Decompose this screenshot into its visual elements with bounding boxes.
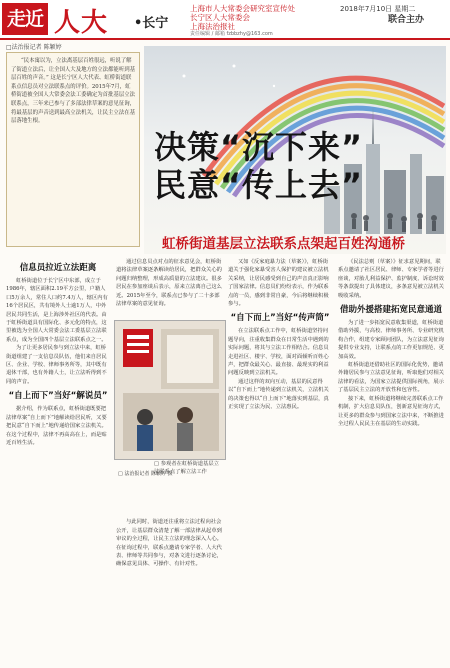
body-paragraph: 为了进一步拓宽民意收集渠道，虹桥街道借助外援，与高校、律师事务所、专业研究机构合作，组建专家顾问团队，为立法意见征询提供专业支持，让联系点的工作更加规范、更加高效。 bbox=[338, 320, 444, 360]
section-heading: “自下而上”当好“传声筒” bbox=[230, 313, 330, 324]
headline-line: 民意“传上去” bbox=[154, 166, 364, 204]
body-paragraph: 《民法总则（草案）》征求意见期间，联系点邀请了社区居民、律师、专家学者等进行座谈，对胎儿利益保护、监护制度、诉讼时效等条款提出了具体建议，多条意见被立法机关吸收采纳。 bbox=[338, 259, 444, 299]
organizer-line: 长宁区人大常委会 bbox=[190, 13, 250, 22]
section-heading: 信息员拉近立法距离 bbox=[19, 263, 97, 273]
joint-hosting: 联合主办 bbox=[388, 15, 425, 25]
photo-illustration bbox=[115, 321, 225, 459]
hero-headline bbox=[154, 128, 363, 204]
section-heading: “自上而下”当好“解说员” bbox=[8, 391, 108, 402]
organizer-line: 上海法治报社 bbox=[190, 22, 235, 31]
body-paragraph: 接下来，虹桥街道将继续完善联系点工作机制，扩大信息员队伍，创新意见征询方式，让更多的群众参与到国家立法中来，不断推进全过程人民民主在基层的生动实践。 bbox=[338, 395, 444, 427]
body-paragraph: 虹桥街道位于长宁区中东部，成立于1986年，辖区面积2.19平方公里，户籍人口5万余人，常住人口约7.4万人，辖区内有16个居民区，共有境外人士逾1万人，中外居民共同生活，是上海涉外社区的代表。由于虹桥街道具有国际化、多元化的特点，这里被选为全国人大常委会法工委基层立法联系点，成为全国四个基层立法联系点之一。 bbox=[6, 278, 108, 343]
masthead-badge: 走近 bbox=[2, 3, 48, 35]
column-3 bbox=[228, 258, 332, 664]
body-paragraph: 通过信息员点对点的征求意见会，虹桥街道将法律草案逐条解读给居民，把群众关心的问题归纳整理，形成高质量的立法建议。很多居民在参加座谈后表示，原来立法离自己这么近。2015年至今，联系点已参与了二十多部法律草案的意见征询。 bbox=[116, 259, 222, 308]
body-paragraph: 又如《反家庭暴力法（草案）》，虹桥街道关于强化家暴受害人保护的建议被立法机关采纳，让居民感受到自己的声音真正影响了国家法律。信息员们纷纷表示，作为联系点的一员，感到非常自豪，今后将继续积极参与。 bbox=[228, 259, 329, 308]
body-paragraph: 在立法联系点工作中，虹桥街道坚持问题导向，注重收集群众在日常生活中遇到的实际问题，将其与立法工作相结合。信息员走进社区、楼宇、学校，面对面倾听百姓心声，把群众最关心、最直接、最现实的利益问题反映到立法机关。 bbox=[228, 328, 329, 377]
masthead-city: •长宁 bbox=[134, 16, 169, 31]
masthead-organizers bbox=[190, 4, 295, 31]
column-1 bbox=[6, 258, 110, 664]
masthead-title: 人大 bbox=[54, 8, 109, 38]
body-paragraph: 通过这样的双向互动，基层的民意得以“自下而上”地传递到立法机关，立法机关的决策也得以“自上而下”地落实到基层，真正实现了立法为民、立法惠民。 bbox=[228, 378, 329, 411]
body-paragraph: 为了让更多居民参与到立法中来，虹桥街道组建了一支信息员队伍，他们来自居民区、企业、学校、律师事务所等，其中既有退休干部，也有外籍人士，让立法听得到不同的声音。 bbox=[6, 345, 107, 385]
masthead bbox=[0, 0, 450, 40]
body-paragraph: 虹桥街道还借助社区的国际化优势，邀请外籍居民参与立法意见征询，听取他们对相关法律的看法，为国家立法提供国际视角，展示了基层民主立法的开放性和包容性。 bbox=[338, 362, 444, 394]
hero-banner bbox=[144, 46, 446, 254]
column-4 bbox=[338, 258, 444, 664]
body-paragraph: 据介绍，作为联系点，虹桥街道既要把法律草案“自上而下”地解读给居民听，又要把民意“自下而上”地传递给国家立法机关。在这个过程中，法律不再高高在上，而是贴近百姓生活。 bbox=[6, 406, 107, 446]
headline-line: 决策“沉下来” bbox=[154, 128, 364, 166]
editor-contact: 责任编辑 / 邮箱 fzbbzhy@163.com bbox=[190, 31, 273, 37]
body-paragraph: 与此同时，街道还注重将立法过程向社会公开，让基层群众清楚了解一部法律从起草到审议的全过程，让民主立法的理念深入人心。在征询过程中，联系点邀请专家学者、人大代表、律师等共同参与，对条文进行逐条讨论，确保意见具体、可操作、有针对性。 bbox=[116, 519, 222, 568]
hero-subheadline: 虹桥街道基层立法联系点架起百姓沟通桥 bbox=[162, 236, 405, 252]
byline: □法治报记者 陈颖婷 bbox=[6, 44, 62, 51]
intro-box bbox=[6, 52, 140, 247]
section-heading: 借助外援搭建拓宽民意通道 bbox=[339, 305, 442, 316]
issue-date: 2018年7月10日 星期二 bbox=[340, 5, 416, 13]
organizer-line: 上海市人大常委会研究室宣传处 bbox=[190, 4, 295, 13]
intro-text: “民本寓以为，立法离基层百姓很远，听说了解了街道立法后，让全国人大及地方的立法都能听到基层百姓的声音。” 这是长宁区人大代表、虹桥街道联系点信息员对立法联系点的评价。2015年7月，虹桥街道被全国人大常委会法工委确定为首批基层立法联系点，三年来已参与了多部法律草案的意见征询，将最基层的声音送到最高立法机关，让民主立法在基层落地生根。 bbox=[11, 58, 135, 125]
news-photo bbox=[114, 320, 226, 460]
photo-caption: □ 参观者在虹桥街道基层立法联系点了解立法工作 bbox=[154, 461, 219, 475]
photo-credit: □ 法治报记者 陈颖婷 摄 bbox=[118, 471, 173, 477]
